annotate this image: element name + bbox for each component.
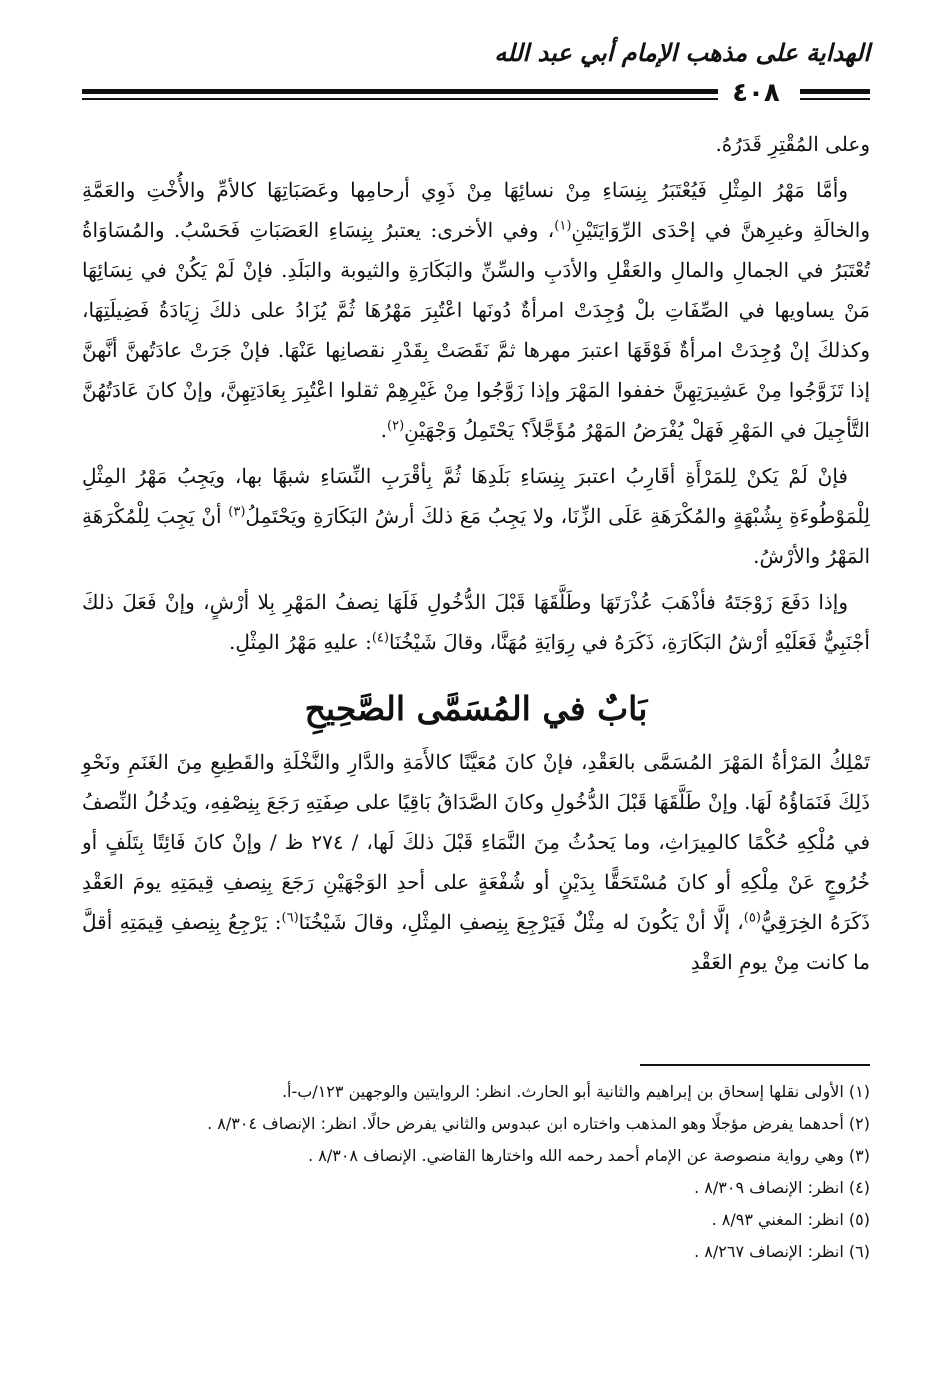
header-rule-right-thick	[800, 89, 870, 94]
footnote: (٦) انظر: الإنصاف ٨/٢٦٧ .	[694, 1242, 870, 1261]
footnote-ref: (٥)	[743, 910, 761, 926]
footnote-ref: (٤)	[371, 630, 389, 646]
chapter-title: بَابٌ في المُسَمَّى الصَّحِيحِ	[304, 689, 648, 728]
footnote-separator	[640, 1064, 870, 1066]
footnote: (١) الأولى نقلها إسحاق بن إبراهيم والثانية أبو الحارث. انظر: الروايتين والوجهين ١٢٣/ب-أ.	[281, 1082, 870, 1101]
running-title: الهداية على مذهب الإمام أبي عبد الله	[494, 38, 870, 67]
paragraph: تَمْلِكُ المَرْأةُ المَهْرَ المُسَمَّى بالعَقْدِ، فإنْ كانَ مُعَيَّنًا كالأَمَةِ والدَّارِ والنَّخْلَةِ والقَطِيعِ مِنَ الغَنَمِ ونَحْوِ ذَلِكَ فَنَمَاؤُهُ لَهَا. وإنْ طَلَّقَهَا قَبْلَ الدُّخُولِ وكانَ الصَّدَاقُ بَاقِيًا على صِفَتِهِ رَجَعَ بِنِصْفِهِ، ويَدخُلُ النِّصفُ في مُلْكِهِ حُكْمًا كالمِيرَاثِ، وما يَحدُثُ مِنَ النَّمَاءِ قَبْلَ ذلكَ لَها، / ٢٧٤ ظ / وإنْ كانَ فَائِتًا بِتَلَفٍ أو خُرُوجٍ عَنْ مِلْكِهِ أو كانَ مُسْتَحَقًّا بِدَيْنٍ أو شُفْعَةٍ على أحدِ الوَجْهَيْنِ رَجَعَ بِنِصفِ قِيمَتِهِ يومَ العَقْدِ ذَكَرَهُ الخِرَقِيُّ$^{(٥)}$، إلَّا أنْ يَكُونَ له مِثْلٌ فَيَرْجِعَ بِنِصفِ المِثْلِ، وقالَ شَيْخُنَا$^{(٦)}$: يَرْجِعُ بِنِصفِ قِيمَتِهِ أقلَّ ما كانت مِنْ يومِ العَقْدِ	[82, 750, 871, 974]
paragraph: وأمَّا مَهْرُ المِثْلِ فَيُعْتَبَرُ بِنِسَاءِ مِنْ نسائِهَا مِنْ ذَوِي أرحامِها وعَصَبَاتِهَا كالأمِّ والأُخْتِ والعَمَّةِ والخالَةِ وغيرِهنَّ في إحْدَى الرِّوَايَتَيْنِ$^{(١)}$، وفي الأخرى: يعتبرُ بِنِسَاءِ العَصَبَاتِ فَحَسْبُ. والمُسَاوَاةُ تُعْتَبَرُ في الجمالِ والمالِ والعَقْلِ والأدَبِ والسِّنِّ والبَكَارَةِ والثيوبة والبَلَدِ. فإنْ لَمْ يَكُنْ في نِسَائِهَا مَنْ يساويها في الصِّفَاتِ بلْ وُجِدَتْ امرأةٌ دُونَها اعْتُبِرَ مَهْرُهَا ثُمَّ يُزَادُ على ذلكَ زِيَادَةُ فَضِيلَتِهَا، وكذلكَ إنْ وُجِدَتْ امرأةٌ فَوْقَهَا اعتبرَ مهرها ثمَّ نَقَصَتْ بِقَدْرِ نقصانِها عَنْهَا. فإنْ جَرَتْ عادَتُهنَّ أنَّهنَّ إذا تَزَوَّجُوا مِنْ عَشِيرَتِهِنَّ خففوا المَهْرَ وإذا زَوَّجُوا مِنْ غَيْرِهِمْ ثقلوا اعْتُبِرَ بِعَادَتِهِنَّ، وإنْ كانَ عَادَتُهُنَّ التَّأجِيلَ في المَهْرِ فَهَلْ يُفْرَضُ المَهْرُ مُؤَجَّلاً؟ يَحْتَمِلُ وَجْهَيْنِ$^{(٢)}$.	[82, 178, 870, 442]
paragraph: وعلى المُقْتِرِ قَدَرُهُ.	[715, 132, 870, 156]
paragraph: فإنْ لَمْ يَكنْ لِلمَرْأَةِ أقَارِبُ اعتبرَ بِنِسَاءِ بَلَدِهَا ثُمَّ بِأقْرَبِ النِّسَاءِ شبهًا بها، ويَجِبُ مَهْرُ المِثْلِ لِلْمَوْطُوءَةِ بِشُبْهَةٍ والمُكْرَهَةِ عَلَى الزِّنَا، ولا يَجِبُ مَعَ ذلكَ أرشُ البَكَارَةِ ويَحْتَمِلُ$^{(٣)}$ أنْ يَجِبَ لِلْمُكْرَهَةِ المَهْرُ والأرْشُ.	[82, 464, 871, 568]
page-number: ٤٠٨	[718, 78, 794, 108]
footnote-ref: (٣)	[228, 504, 246, 520]
footnote: (٥) انظر: المغني ٨/٩٣ .	[711, 1210, 870, 1229]
footnote: (٢) أحدهما يفرض مؤجلًا وهو المذهب واختاره ابن عبدوس والثاني يفرض حالًا. انظر: الإنصاف ٨/٣٠٤ .	[207, 1114, 870, 1133]
footnote-ref: (٦)	[281, 910, 299, 926]
main-text	[82, 124, 870, 988]
header-rule-right-thin	[800, 98, 870, 100]
header-rule-thin	[82, 98, 718, 100]
paragraph: وإذا دَفَعَ زَوْجَتَهُ فأذْهَبَ عُذْرَتَهَا وطَلَّقَهَا قَبْلَ الدُّخُولِ فَلَهَا نِصفُ المَهْرِ بِلا أرْشٍ، وإنْ فَعَلَ ذلكَ أجْنَبِيٌّ فَعَلَيْهِ أرْشُ البَكَارَةِ، ذَكَرَهُ في رِوَايَةِ مُهَنَّا، وقالَ شَيْخُنَا$^{(٤)}$: عليهِ مَهْرُ المِثْلِ.	[82, 590, 870, 654]
footnote: (٣) وهي رواية منصوصة عن الإمام أحمد رحمه الله واختارها القاضي. الإنصاف ٨/٣٠٨ .	[308, 1146, 870, 1165]
header-rule-thick	[82, 89, 718, 94]
footnote-ref: (٢)	[387, 418, 405, 434]
footnotes	[82, 1078, 870, 1270]
footnote-ref: (١)	[554, 218, 572, 234]
footnote: (٤) انظر: الإنصاف ٨/٣٠٩ .	[694, 1178, 870, 1197]
